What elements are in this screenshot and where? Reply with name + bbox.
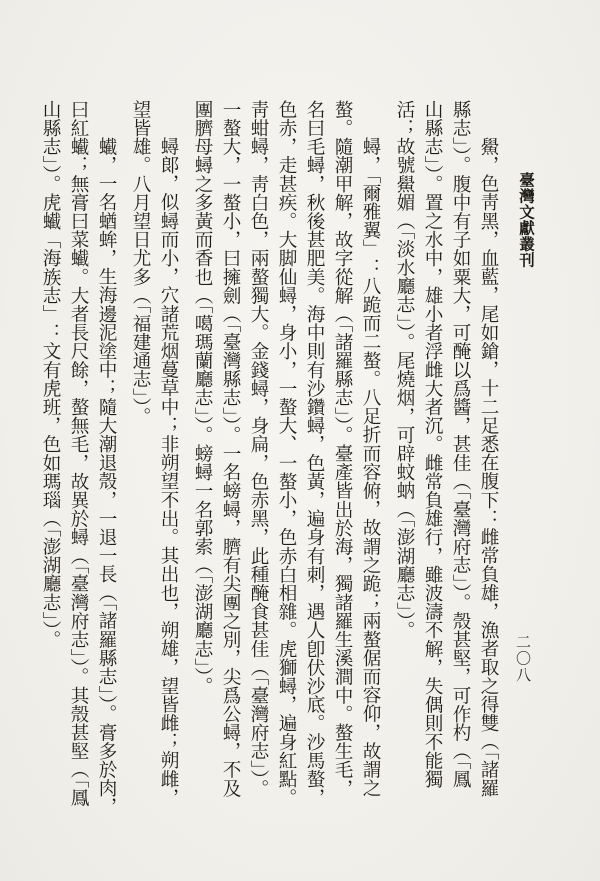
- entry-hou-col-4: 活；故號鱟媚（「淡水廳志」）。尾燒烟，可辟蚊蚋（「澎湖廳志」）。: [394, 100, 415, 640]
- entry-xunlang-col-2: 望皆雄。八月望日尤多（「福建通志」）。: [130, 100, 151, 426]
- series-title: 臺灣文獻叢刊: [517, 172, 534, 268]
- entry-xun-col-2: 螯。隨潮甲解，故字從解（「諸羅縣志」）。臺產皆出於海，獨諸羅生溪澗中。螯生毛，: [332, 100, 353, 798]
- entry-hou-col-1: 鱟，色靑黑，血藍，尾如鎗，十二足悉在腹下：雌常負雄，漁者取之得雙（「諸羅: [478, 137, 499, 798]
- entry-xun-col-4: 色赤，走甚疾。大脚仙蟳，身小，一螯大、一螯小，色赤白相雜。虎獅蟳，遍身紅點。: [276, 100, 297, 807]
- entry-jie-col-2: 曰紅蠘；無膏曰菜蠘。大者長尺餘，螯無毛，故異於蟳（「臺灣府志」）。其殼甚堅（「鳳: [68, 100, 89, 807]
- main-text-block: [36, 100, 502, 844]
- entry-xun-col-5: 靑蚶蟳，靑白色，兩螯獨大。金錢蟳，身扁，色赤黑，此種醃食甚佳（「臺灣府志」）。: [248, 100, 269, 798]
- entry-jie-col-1: 蠘，一名蝤蛑，生海邊泥塗中；隨大潮退殼，一退一長（「諸羅縣志」）。膏多於肉，: [96, 137, 117, 816]
- entry-xun-col-6: 一螯大，一螯小，曰擁劍（「臺灣縣志」）。一名螃蟳，臍有尖團之別，尖爲公蟳，不及: [220, 100, 241, 798]
- entry-jie-col-3: 山縣志」）。虎蠘「海族志」：文有虎班，色如瑪瑙（「澎湖廳志」）。: [40, 100, 61, 649]
- entry-hou-col-3: 山縣志」）。置之水中，雄小者浮雌大者沉。雌常負雄行，雖波濤不解，失偶則不能獨: [422, 100, 443, 789]
- page-number: 二〇八: [514, 634, 530, 684]
- entry-hou-col-2: 縣志」）。腹中有子如粟大，可醃以爲醬，甚佳（「臺灣府志」）。殼甚堅，可作杓（「鳳: [450, 100, 471, 789]
- entry-xun-col-1: 蟳，「爾雅翼」：八跪而二螯。八足折而容俯，故謂之跪；兩螯倨而容仰，故謂之: [360, 137, 381, 798]
- entry-xunlang-col-1: 蟳郞，似蟳而小，穴諸荒烟蔓草中；非朔望不出。其出也，朔雄，望皆雌；朔雌，: [158, 137, 179, 807]
- entry-xun-col-3: 名曰毛蟳，秋後甚肥美。海中則有沙鑽蟳，色黃，遍身有刺，遇人卽伏沙底。沙馬螯，: [304, 100, 325, 807]
- entry-xun-col-7: 團臍母蟳之多黃而香也（「噶瑪蘭廳志」）。螃蟳一名郭索（「澎湖廳志」）。: [192, 100, 213, 696]
